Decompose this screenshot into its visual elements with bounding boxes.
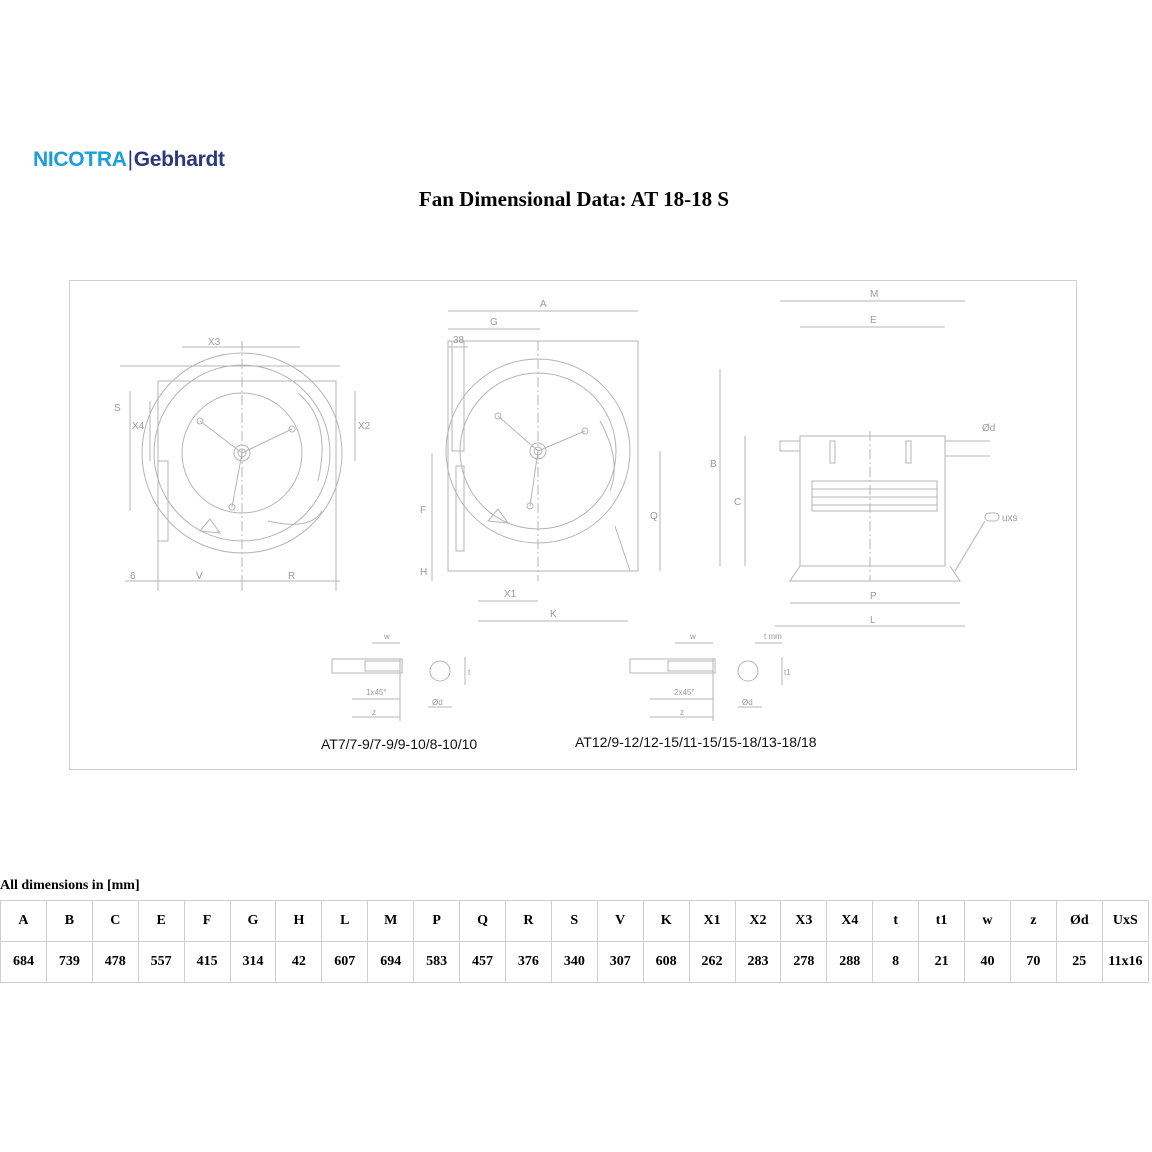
side-view-center bbox=[432, 311, 660, 621]
header-cell: V bbox=[597, 901, 643, 942]
header-cell: H bbox=[276, 901, 322, 942]
fan-drawing-svg bbox=[70, 281, 1078, 771]
label-w-left: w bbox=[384, 632, 390, 641]
label-g: G bbox=[490, 317, 498, 328]
value-cell: 8 bbox=[873, 942, 919, 983]
table-values-row bbox=[1, 942, 1149, 983]
header-cell: C bbox=[92, 901, 138, 942]
label-w-right: w bbox=[690, 632, 696, 641]
value-cell: 40 bbox=[965, 942, 1011, 983]
header-cell: X4 bbox=[827, 901, 873, 942]
label-f: F bbox=[420, 505, 427, 516]
page-title: Fan Dimensional Data: AT 18-18 S bbox=[418, 187, 730, 211]
header-cell: UxS bbox=[1102, 901, 1148, 942]
value-cell: 262 bbox=[689, 942, 735, 983]
value-cell: 340 bbox=[551, 942, 597, 983]
label-a: A bbox=[540, 299, 547, 310]
value-cell: 288 bbox=[827, 942, 873, 983]
header-cell: B bbox=[46, 901, 92, 942]
value-cell: 607 bbox=[322, 942, 368, 983]
header-cell: L bbox=[322, 901, 368, 942]
label-z-right: z bbox=[680, 708, 684, 717]
value-cell: 415 bbox=[184, 942, 230, 983]
brand-logo bbox=[33, 148, 225, 172]
header-cell: F bbox=[184, 901, 230, 942]
label-l: L bbox=[870, 615, 876, 626]
label-x3: X3 bbox=[208, 337, 221, 348]
label-tmm-right: t mm bbox=[764, 632, 782, 641]
label-q: Q bbox=[650, 511, 658, 522]
header-cell: G bbox=[230, 901, 276, 942]
label-38: 38 bbox=[453, 335, 465, 346]
header-cell: X1 bbox=[689, 901, 735, 942]
label-t-left: t bbox=[468, 668, 471, 677]
label-uxs: uxs bbox=[1002, 513, 1018, 524]
header-cell: E bbox=[138, 901, 184, 942]
label-v: V bbox=[196, 571, 203, 582]
header-cell: Ød bbox=[1056, 901, 1102, 942]
shaft-detail-right bbox=[630, 643, 782, 721]
caption-right: AT12/9-12/12-15/11-15/15-18/13-18/18 bbox=[575, 734, 817, 750]
header-cell: M bbox=[368, 901, 414, 942]
label-chamfer-right: 2x45° bbox=[674, 688, 695, 697]
label-t1-right: t1 bbox=[784, 668, 791, 677]
value-cell: 314 bbox=[230, 942, 276, 983]
label-r: R bbox=[288, 571, 296, 582]
shaft-detail-left bbox=[332, 643, 465, 721]
header-cell: t1 bbox=[919, 901, 965, 942]
label-e: E bbox=[870, 315, 877, 326]
header-cell: X3 bbox=[781, 901, 827, 942]
value-cell: 70 bbox=[1010, 942, 1056, 983]
technical-drawing bbox=[69, 280, 1077, 770]
header-cell: Q bbox=[460, 901, 506, 942]
label-x2: X2 bbox=[358, 421, 371, 432]
value-cell: 283 bbox=[735, 942, 781, 983]
label-b: B bbox=[710, 459, 717, 470]
value-cell: 307 bbox=[597, 942, 643, 983]
value-cell: 457 bbox=[460, 942, 506, 983]
value-cell: 21 bbox=[919, 942, 965, 983]
logo-gebhardt: Gebhardt bbox=[133, 148, 225, 171]
value-cell: 694 bbox=[368, 942, 414, 983]
value-cell: 583 bbox=[414, 942, 460, 983]
header-cell: S bbox=[551, 901, 597, 942]
front-view-right bbox=[720, 301, 999, 626]
logo-nicotra: NICOTRA bbox=[33, 148, 127, 171]
label-od: Ød bbox=[982, 423, 996, 434]
label-6: 6 bbox=[130, 571, 136, 582]
label-od-right: Ød bbox=[742, 698, 753, 707]
value-cell: 684 bbox=[1, 942, 47, 983]
label-m: M bbox=[870, 289, 879, 300]
table-header-row bbox=[1, 901, 1149, 942]
label-s: S bbox=[114, 403, 121, 414]
value-cell: 25 bbox=[1056, 942, 1102, 983]
units-label: All dimensions in [mm] bbox=[0, 878, 140, 893]
header-cell: A bbox=[1, 901, 47, 942]
value-cell: 608 bbox=[643, 942, 689, 983]
header-cell: w bbox=[965, 901, 1011, 942]
header-cell: X2 bbox=[735, 901, 781, 942]
value-cell: 278 bbox=[781, 942, 827, 983]
label-x1: X1 bbox=[504, 589, 517, 600]
header-cell: z bbox=[1010, 901, 1056, 942]
label-c: C bbox=[734, 497, 742, 508]
header-cell: R bbox=[505, 901, 551, 942]
value-cell: 739 bbox=[46, 942, 92, 983]
value-cell: 42 bbox=[276, 942, 322, 983]
label-h: H bbox=[420, 567, 428, 578]
label-chamfer-left: 1x45° bbox=[366, 688, 387, 697]
header-cell: t bbox=[873, 901, 919, 942]
label-od-left: Ød bbox=[432, 698, 443, 707]
label-x4: X4 bbox=[132, 421, 145, 432]
label-z-left: z bbox=[372, 708, 376, 717]
value-cell: 11x16 bbox=[1102, 942, 1148, 983]
dimensions-table bbox=[0, 900, 1149, 983]
label-p: P bbox=[870, 591, 877, 602]
value-cell: 478 bbox=[92, 942, 138, 983]
side-view-left bbox=[120, 341, 355, 591]
value-cell: 557 bbox=[138, 942, 184, 983]
header-cell: P bbox=[414, 901, 460, 942]
caption-left: AT7/7-9/7-9/9-10/8-10/10 bbox=[321, 736, 478, 752]
header-cell: K bbox=[643, 901, 689, 942]
label-k: K bbox=[550, 609, 557, 620]
value-cell: 376 bbox=[505, 942, 551, 983]
logo-separator: | bbox=[127, 148, 133, 171]
